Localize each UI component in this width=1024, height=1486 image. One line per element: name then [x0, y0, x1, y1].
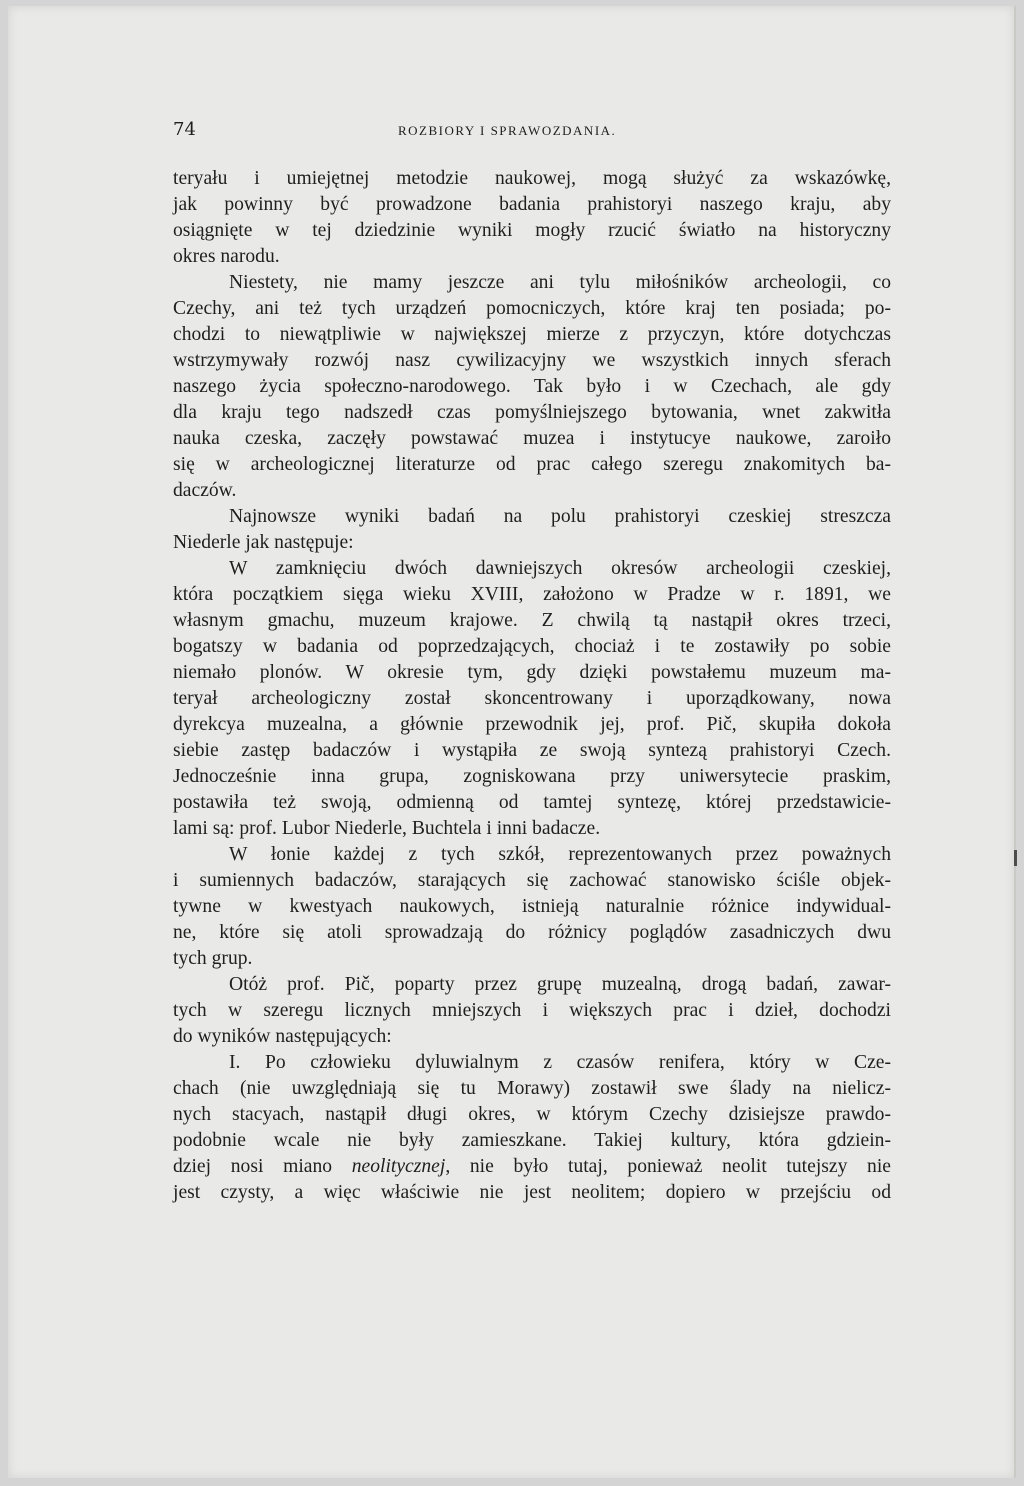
text-line: tych grup. [173, 948, 253, 969]
text-line: i sumiennych badaczów, starających się zachować stanowisko ściśle objek- [173, 870, 891, 891]
text-line: chodzi to niewątpliwie w największej mierze z przyczyn, które dotychczas [173, 324, 891, 345]
text-line: Niestety, nie mamy jeszcze ani tylu miłośników archeologii, co [229, 272, 891, 293]
text-line: I. Po człowieku dyluwialnym z czasów renifera, który w Cze- [229, 1052, 891, 1073]
text-line: jak powinny być prowadzone badania prahistoryi naszego kraju, aby [173, 194, 891, 215]
text-line: siebie zastęp badaczów i wystąpiła ze swoją syntezą prahistoryi Czech. [173, 740, 891, 761]
text-line: dyrekcya muzealna, a głównie przewodnik jej, prof. Pič, skupiła dokoła [173, 714, 891, 735]
text-line: naszego życia społeczno-narodowego. Tak było i w Czechach, ale gdy [173, 376, 891, 397]
text-line: teryału i umiejętnej metodzie naukowej, mogą służyć za wskazówkę, [173, 168, 891, 189]
text-line: niemało plonów. W okresie tym, gdy dzięki powstałemu muzeum ma- [173, 662, 891, 683]
text-line: wstrzymywały rozwój nasz cywilizacyjny we wszystkich innych sferach [173, 350, 891, 371]
text-line: W zamknięciu dwóch dawniejszych okresów archeologii czeskiej, [229, 558, 891, 579]
text-line: ne, które się atoli sprowadzają do różnicy poglądów zasadniczych dwu [173, 922, 891, 943]
text-line: Jednocześnie inna grupa, zogniskowana przy uniwersytecie praskim, [173, 766, 891, 787]
text-fragment: dziej nosi miano [173, 1156, 352, 1177]
text-line: podobnie wcale nie były zamieszkane. Takiej kultury, która gdziein- [173, 1130, 891, 1151]
text-line: do wyników następujących: [173, 1026, 392, 1047]
text-line: nauka czeska, zaczęły powstawać muzea i instytucye naukowe, zaroiło [173, 428, 891, 449]
text-line: Otóż prof. Pič, poparty przez grupę muzealną, drogą badań, zawar- [229, 974, 891, 995]
text-line-with-italic [173, 1154, 891, 1180]
text-line: Niederle jak następuje: [173, 532, 354, 553]
text-line: tych w szeregu licznych mniejszych i większych prac i dzieł, dochodzi [173, 1000, 891, 1021]
text-line: postawiła też swoją, odmienną od tamtej syntezę, której przedstawicie- [173, 792, 891, 813]
scan-edge-mark [1014, 850, 1017, 866]
text-line: osiągnięte w tej dziedzinie wyniki mogły rzucić światło na historyczny [173, 220, 891, 241]
text-line: W łonie każdej z tych szkół, reprezentowanych przez poważnych [229, 844, 891, 865]
page-number: 74 [173, 119, 196, 140]
text-line: Czechy, ani też tych urządzeń pomocniczych, które kraj ten posiada; po- [173, 298, 891, 319]
text-line: teryał archeologiczny został skoncentrowany i uporządkowany, nowa [173, 688, 891, 709]
text-line: Najnowsze wyniki badań na polu prahistoryi czeskiej streszcza [229, 506, 891, 527]
italic-term: neolitycznej [351, 1156, 446, 1177]
text-line: chach (nie uwzględniają się tu Morawy) zostawił swe ślady na nielicz- [173, 1078, 891, 1099]
body-text [173, 166, 891, 1206]
text-line: jest czysty, a więc właściwie nie jest neolitem; dopiero w przejściu od [173, 1182, 891, 1203]
text-line: dla kraju tego nadszedł czas pomyślniejszego bytowania, wnet zakwitła [173, 402, 891, 423]
text-line: tywne w kwestyach naukowych, istnieją naturalnie różnice indywidual- [173, 896, 891, 917]
text-line: się w archeologicznej literaturze od prac całego szeregu znakomitych ba- [173, 454, 891, 475]
text-line: nych stacyach, nastąpił długi okres, w którym Czechy dzisiejsze prawdo- [173, 1104, 891, 1125]
text-line: która początkiem sięga wieku XVIII, założono w Pradze w r. 1891, we [173, 584, 891, 605]
text-line: okres narodu. [173, 246, 280, 267]
text-fragment: , nie było tutaj, ponieważ neolit tutejszy nie [445, 1156, 891, 1177]
text-line: lami są: prof. Lubor Niederle, Buchtela i inni badacze. [173, 818, 601, 839]
text-line: własnym gmachu, muzeum krajowe. Z chwilą tą nastąpił okres trzeci, [173, 610, 891, 631]
page-header [173, 118, 891, 142]
text-line: bogatszy w badania od poprzedzających, chociaż i te zostawiły po sobie [173, 636, 891, 657]
text-line: daczów. [173, 480, 237, 501]
running-head: ROZBIORY I SPRAWOZDANIA. [398, 123, 617, 138]
